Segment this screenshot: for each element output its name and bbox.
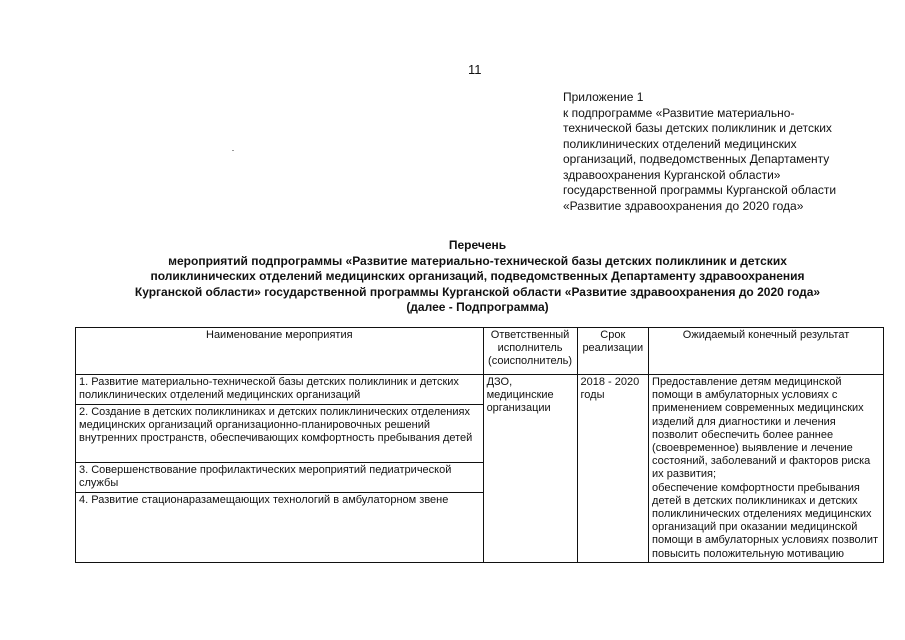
appendix-note: Приложение 1 к подпрограмме «Развитие материально- технической базы детских поликлиник и детских поликлинических отделений медицинских организаций, подведомственных Департаменту здравоохранения Курганской области» государственной программы Курганской области «Развитие здравоохранения до 2020 года» (563, 90, 837, 213)
measure-3: 3. Совершенствование профилактических мероприятий педиатрической службы (76, 463, 484, 493)
scan-speck (232, 150, 234, 151)
measure-1: 1. Развитие материально-технической базы детских поликлиник и детских поликлинических отделений медицинских организаций (76, 375, 484, 405)
measure-4: 4. Развитие стационаразамещающих технологий в амбулаторном звене (76, 493, 484, 563)
title-line-1: мероприятий подпрограммы «Развитие материально-технической базы детских поликлиник и детских (168, 253, 787, 268)
table-header-row (76, 328, 884, 375)
header-executor: Ответственный исполнитель (соисполнитель) (483, 328, 577, 375)
header-result: Ожидаемый конечный результат (649, 328, 884, 375)
title-line-2: поликлинических отделений медицинских организаций, подведомственных Департаменту здравоохранения (150, 269, 805, 283)
title-heading: Перечень (448, 238, 507, 252)
table-row (76, 375, 884, 405)
title-line-4: (далее - Подпрограмма) (406, 300, 549, 314)
page-number: 11 (468, 62, 482, 77)
result-cell: Предоставление детям медицинской помощи в амбулаторных условиях с применением современных медицинских изделий для диагностики и лечения позволит обеспечить более раннее (своевременное) выявление и лечение состояний, заболеваний и факторов риска их развития; обеспечение комфортности пребывания детей в детских поликлиниках и детских поликлинических отделениях медицинских организаций при оказании медицинской помощи в амбулаторных условиях позволит повысить положительную мотивацию (649, 375, 884, 563)
header-name: Наименование мероприятия (76, 328, 484, 375)
measure-2: 2. Создание в детских поликлиниках и детских поликлинических отделениях медицинских организаций организационно-планировочных решений внутренних пространств, обеспечивающих комфортность пребывания детей (76, 405, 484, 463)
header-term: Срок реализации (577, 328, 649, 375)
executor-cell: ДЗО, медицинские организации (483, 375, 577, 563)
term-cell: 2018 - 2020 годы (577, 375, 649, 563)
document-title (40, 238, 905, 316)
title-line-3: Курганской области» государственной программы Курганской области «Развитие здравоохранения до 2020 года» (134, 284, 821, 299)
measures-table (75, 327, 884, 563)
